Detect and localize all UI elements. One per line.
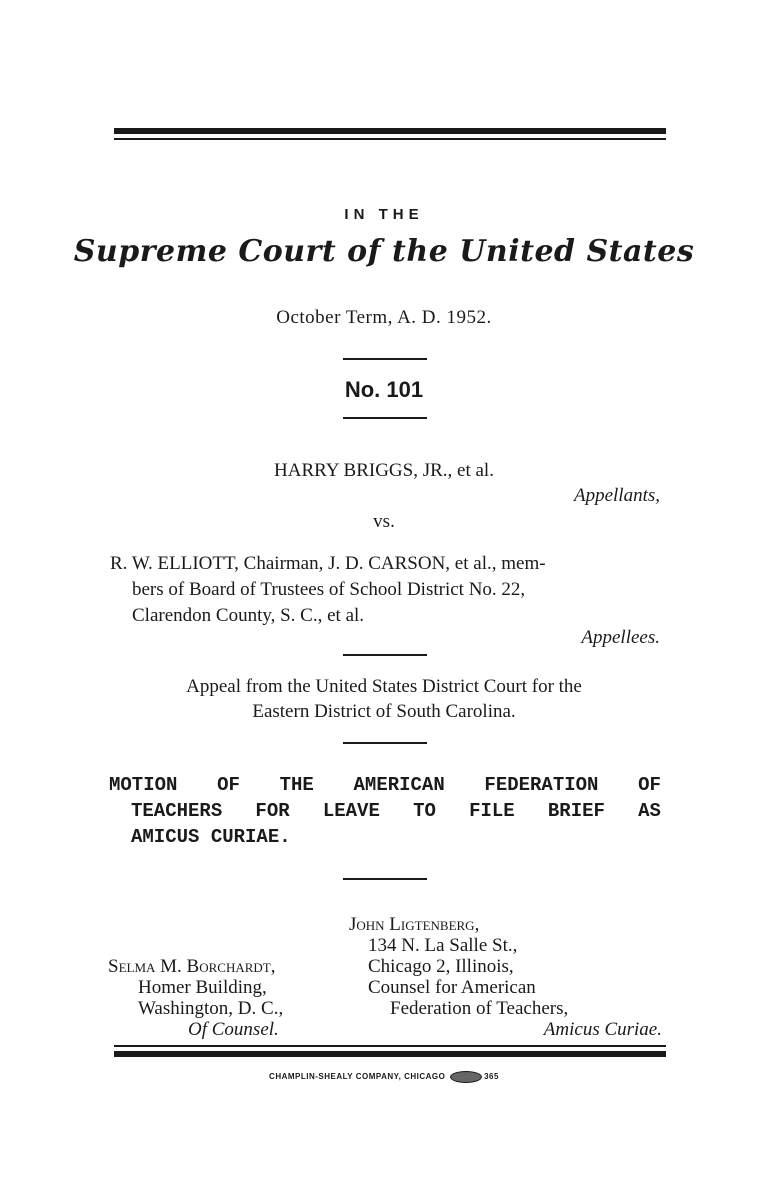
counsel-left-address: Washington, D. C., bbox=[138, 998, 284, 1019]
divider-rule bbox=[343, 878, 427, 880]
appellant-name: HARRY BRIGGS, JR., et al. bbox=[274, 460, 494, 481]
motion-title bbox=[109, 772, 661, 850]
counsel-left-role: Of Counsel. bbox=[188, 1019, 279, 1040]
divider-rule bbox=[343, 417, 427, 419]
appellee-line: R. W. ELLIOTT, Chairman, J. D. CARSON, et al., mem- bbox=[110, 553, 546, 574]
counsel-right-address: 134 N. La Salle St., bbox=[368, 935, 518, 956]
motion-word: FILE bbox=[469, 800, 515, 822]
motion-word: TO bbox=[413, 800, 436, 822]
bottom-double-rule-thin bbox=[114, 1045, 666, 1047]
versus: vs. bbox=[373, 511, 395, 532]
divider-rule bbox=[343, 358, 427, 360]
counsel-left-address: Homer Building, bbox=[138, 977, 267, 998]
counsel-right-role: Amicus Curiae. bbox=[543, 1019, 662, 1040]
counsel-right-address: Chicago 2, Illinois, bbox=[368, 956, 514, 977]
motion-word: AS bbox=[638, 800, 661, 822]
court-name: Supreme Court of the United States bbox=[73, 234, 695, 269]
counsel-right-name: John Ligtenberg, bbox=[349, 914, 480, 935]
counsel-right-role: Federation of Teachers, bbox=[390, 998, 569, 1019]
in-the-heading: IN THE bbox=[344, 206, 424, 223]
term-line: October Term, A. D. 1952. bbox=[276, 307, 492, 328]
bottom-double-rule-thick bbox=[114, 1051, 666, 1057]
motion-word: TEACHERS bbox=[131, 800, 223, 822]
counsel-right-role: Counsel for American bbox=[368, 977, 536, 998]
divider-rule bbox=[343, 742, 427, 744]
union-label-icon bbox=[450, 1071, 482, 1083]
appellee-role: Appellees. bbox=[581, 627, 660, 648]
top-double-rule-thick bbox=[114, 128, 666, 134]
appeal-line: Appeal from the United States District Court for the bbox=[186, 676, 582, 697]
motion-word: OF bbox=[217, 774, 240, 796]
printer-footer bbox=[0, 1071, 768, 1083]
case-number: No. 101 bbox=[344, 377, 424, 402]
motion-word: THE bbox=[279, 774, 314, 796]
motion-word: MOTION bbox=[109, 774, 178, 796]
printer-name: CHAMPLIN-SHEALY COMPANY, CHICAGO bbox=[269, 1072, 446, 1082]
motion-word: OF bbox=[638, 774, 661, 796]
printer-job-number: 365 bbox=[484, 1072, 499, 1082]
motion-word: AMERICAN bbox=[353, 774, 445, 796]
appellant-role: Appellants, bbox=[573, 485, 660, 506]
motion-word: BRIEF bbox=[547, 800, 605, 822]
motion-line-1 bbox=[109, 772, 661, 798]
counsel-left-name: Selma M. Borchardt, bbox=[108, 956, 276, 977]
divider-rule bbox=[343, 654, 427, 656]
motion-word: FOR bbox=[255, 800, 290, 822]
motion-word: FEDERATION bbox=[484, 774, 599, 796]
appeal-line: Eastern District of South Carolina. bbox=[252, 701, 516, 722]
motion-line-3: AMICUS CURIAE. bbox=[131, 826, 291, 848]
appellee-line: Clarendon County, S. C., et al. bbox=[132, 605, 365, 626]
motion-word: LEAVE bbox=[322, 800, 380, 822]
appellee-line: bers of Board of Trustees of School District No. 22, bbox=[132, 579, 526, 600]
top-double-rule-thin bbox=[114, 138, 666, 140]
motion-line-2 bbox=[109, 798, 661, 824]
